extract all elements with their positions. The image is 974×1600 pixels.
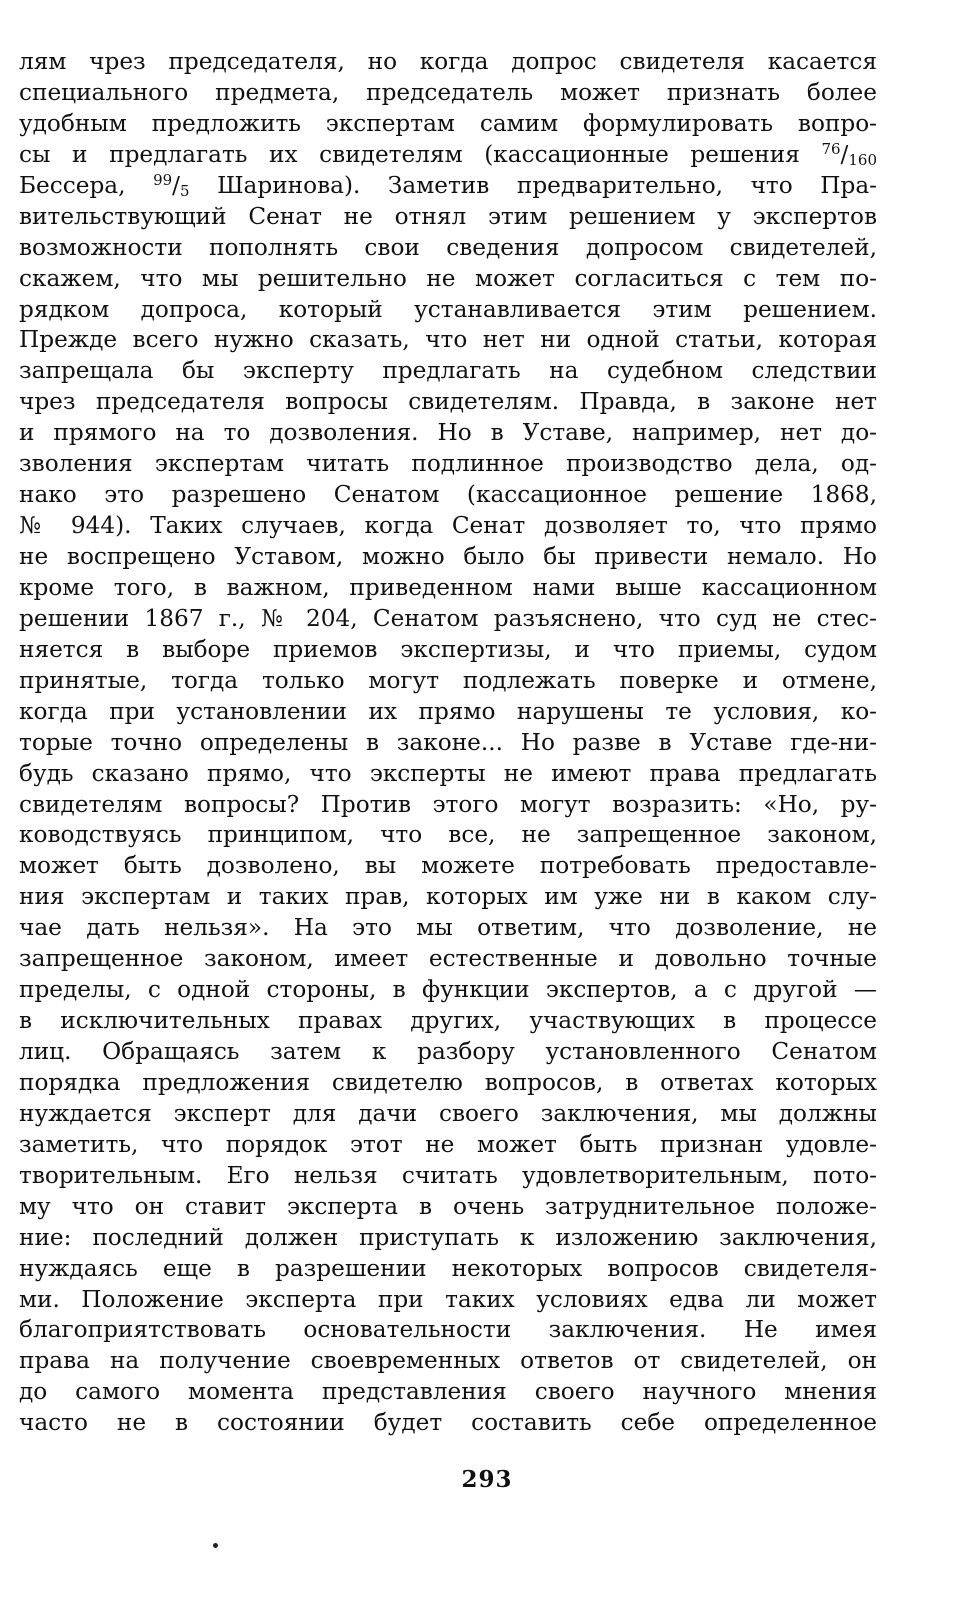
text-line: запрещала бы эксперту предлагать на судебном следствии: [19, 357, 877, 385]
text-line: ния экспертам и таких прав, которых им уже ни в каком слу-: [19, 883, 877, 911]
text-line: зволения экспертам читать подлинное производство дела, од-: [19, 450, 877, 478]
text-line: вительствующий Сенат не отнял этим решением у экспертов: [19, 202, 877, 230]
text-line: чрез председателя вопросы свидетелям. Правда, в законе нет: [19, 388, 877, 416]
text-line: лям чрез председателя, но когда допрос свидетеля касается: [19, 48, 877, 75]
text-line: пределы, с одной стороны, в функции экспертов, а с другой —: [19, 976, 877, 1004]
text-line: му что он ставит эксперта в очень затруднительное положе-: [19, 1192, 877, 1220]
text-line-with-citation: [19, 140, 877, 171]
text-line: № 944). Таких случаев, когда Сенат дозволяет то, что прямо: [19, 512, 877, 540]
text-line: кроме того, в важном, приведенном нами выше кассационном: [19, 573, 877, 601]
text-line: нако это разрешено Сенатом (кассационное решение 1868,: [19, 481, 877, 509]
text-line: Прежде всего нужно сказать, что нет ни одной статьи, которая: [19, 326, 877, 354]
text-line-with-citation: [19, 171, 877, 202]
text-line: благоприятствовать основательности заключения. Не имея: [19, 1316, 877, 1344]
text-line: чае дать нельзя». На это мы ответим, что дозволение, не: [19, 914, 877, 942]
text-line: нуждается эксперт для дачи своего заключения, мы должны: [19, 1099, 877, 1127]
text-line: скажем, что мы решительно не может согласиться с тем по-: [19, 264, 877, 292]
text-line: когда при установлении их прямо нарушены те условия, ко-: [19, 697, 877, 725]
text-line: удобным предложить экспертам самим формулировать вопро-: [19, 109, 877, 137]
text-line: возможности пополнять свои сведения допросом свидетелей,: [19, 233, 877, 261]
text-line: ние: последний должен приступать к изложению заключения,: [19, 1223, 877, 1251]
text-line: решении 1867 г., № 204, Сенатом разъяснено, что суд не стес-: [19, 604, 877, 632]
text-line: свидетелям вопросы? Против этого могут возразить: «Но, ру-: [19, 790, 877, 818]
text-line: ми. Положение эксперта при таких условиях едва ли может: [19, 1285, 877, 1313]
citation-denominator: 5: [179, 181, 190, 200]
text-line: до самого момента представления своего научного мнения: [19, 1378, 877, 1406]
citation-slash: /: [840, 140, 849, 168]
body-text: [19, 47, 877, 1439]
text-line: заметить, что порядок этот не может быть признан удовле-: [19, 1130, 877, 1158]
text-line: права на получение своевременных ответов от свидетелей, он: [19, 1347, 877, 1375]
text-line: может быть дозволено, вы можете потребовать предоставле-: [19, 852, 877, 880]
citation-slash: /: [172, 171, 180, 199]
citation-numerator: 76: [821, 139, 841, 158]
text-line: часто не в состоянии будет составить себе определенное: [19, 1409, 877, 1437]
text-line: нуждаясь еще в разрешении некоторых вопросов свидетеля-: [19, 1254, 877, 1282]
citation-text: сы и предлагать их свидетелям (кассационные решения: [19, 140, 822, 168]
citation-numerator: 99: [153, 170, 173, 189]
text-line: ководствуясь принципом, что все, не запрещенное законом,: [19, 821, 877, 849]
text-line: рядком допроса, который устанавливается этим решением.: [19, 295, 877, 323]
text-line: творительным. Его нельзя считать удовлетворительным, пото-: [19, 1161, 877, 1189]
text-line: не воспрещено Уставом, можно было бы привести немало. Но: [19, 543, 877, 570]
text-line: специального предмета, председатель может признать более: [19, 78, 877, 106]
text-line: лиц. Обращаясь затем к разбору установленного Сенатом: [19, 1038, 877, 1065]
print-speck: [213, 1543, 218, 1548]
page-number: 293: [461, 1466, 513, 1493]
citation-denominator: 160: [848, 150, 877, 169]
text-line: и прямого на то дозволения. Но в Уставе, например, нет до-: [19, 419, 877, 447]
citation-name: Бессера,: [19, 171, 154, 199]
text-line: будь сказано прямо, что эксперты не имеют права предлагать: [19, 759, 877, 787]
text-line: няется в выборе приемов экспертизы, и что приемы, судом: [19, 635, 877, 663]
citation-rest: Шаринова). Заметив предварительно, что Пра-: [189, 171, 877, 199]
text-line: порядка предложения свидетелю вопросов, в ответах которых: [19, 1068, 877, 1096]
text-line: в исключительных правах других, участвующих в процессе: [19, 1007, 877, 1035]
text-line: принятые, тогда только могут подлежать поверке и отмене,: [19, 666, 877, 694]
text-line: торые точно определены в законе... Но разве в Уставе где-ни-: [19, 728, 877, 756]
text-line: запрещенное законом, имеет естественные и довольно точные: [19, 945, 877, 973]
